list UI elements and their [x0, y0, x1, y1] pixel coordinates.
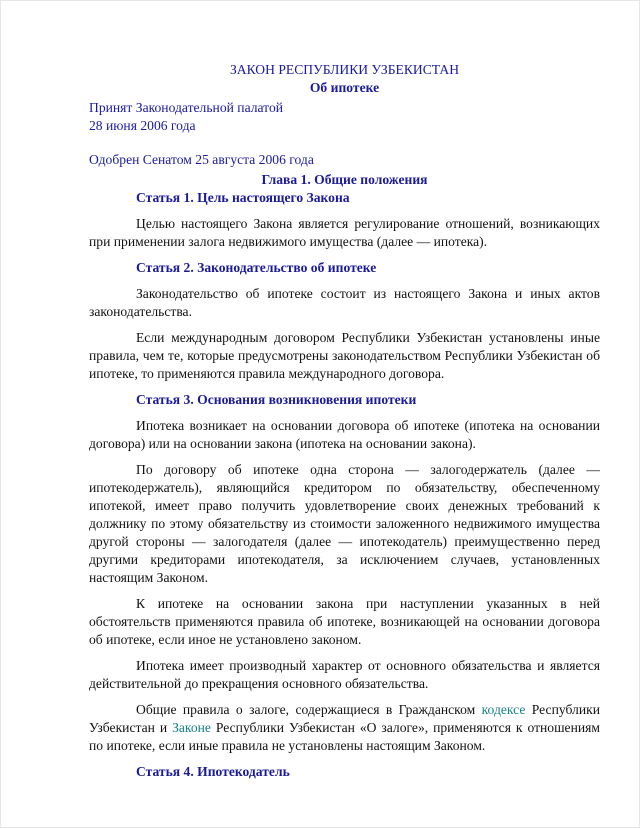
paragraph: Законодательство об ипотеке состоит из настоящего Закона и иных актов законодательства.	[89, 286, 600, 319]
paragraph: Если международным договором Республики Узбекистан установлены иные правила, чем те, которые предусмотрены законодательством Республики Узбекистан об ипотеке, то применяются правила международного договора.	[89, 330, 600, 381]
paragraph: Ипотека возникает на основании договора об ипотеке (ипотека на основании договора) или на основании закона (ипотека на основании закона).	[89, 418, 600, 451]
paragraph: Целью настоящего Закона является регулирование отношений, возникающих при применении залога недвижимого имущества (далее — ипотека).	[89, 216, 600, 249]
article-heading: Статья 4. Ипотекодатель	[136, 764, 290, 779]
paragraph: К ипотеке на основании закона при наступлении указанных в ней обстоятельств применяются правила об ипотеке, возникающей на основании договора об ипотеке, если иное не установлено законом.	[89, 596, 600, 647]
paragraph	[89, 701, 600, 755]
adopted-by: Принят Законодательной палатой	[89, 100, 284, 115]
article-heading: Статья 3. Основания возникновения ипотеки	[136, 392, 417, 407]
text: Республики Узбекистан и	[89, 702, 600, 735]
article-heading: Статья 1. Цель настоящего Закона	[136, 190, 350, 205]
text: Общие правила о залоге, содержащиеся в Гражданском	[136, 702, 482, 717]
adopted-date: 28 июня 2006 года	[89, 118, 196, 133]
chapter-heading: Глава 1. Общие положения	[261, 172, 428, 187]
pledge-law-link[interactable]: Законе	[172, 720, 211, 735]
civil-code-link[interactable]: кодексе	[481, 702, 526, 717]
article-heading: Статья 2. Законодательство об ипотеке	[136, 260, 377, 275]
text: Республики Узбекистан «О залоге», применяются к отношениям по ипотеке, если иные правила не установлены настоящим Законом.	[89, 720, 600, 753]
paragraph: Ипотека имеет производный характер от основного обязательства и является действительной до прекращения основного обязательства.	[89, 658, 600, 691]
law-subtitle: Об ипотеке	[309, 80, 380, 95]
paragraph: По договору об ипотеке одна сторона — залогодержатель (далее — ипотекодержатель), являющийся кредитором по обязательству, обеспеченному ипотекой, имеет право получить удовлетворение своих денежных требований к должнику по этому обязательству из стоимости заложенного недвижимого имущества другой стороны — залогодателя (далее — ипотекодатель) преимущественно перед другими кредиторами ипотекодателя, за исключением случаев, установленных настоящим Законом.	[89, 462, 600, 585]
approved-by: Одобрен Сенатом 25 августа 2006 года	[89, 152, 314, 167]
document-body	[89, 61, 600, 789]
law-title: ЗАКОН РЕСПУБЛИКИ УЗБЕКИСТАН	[229, 62, 460, 77]
